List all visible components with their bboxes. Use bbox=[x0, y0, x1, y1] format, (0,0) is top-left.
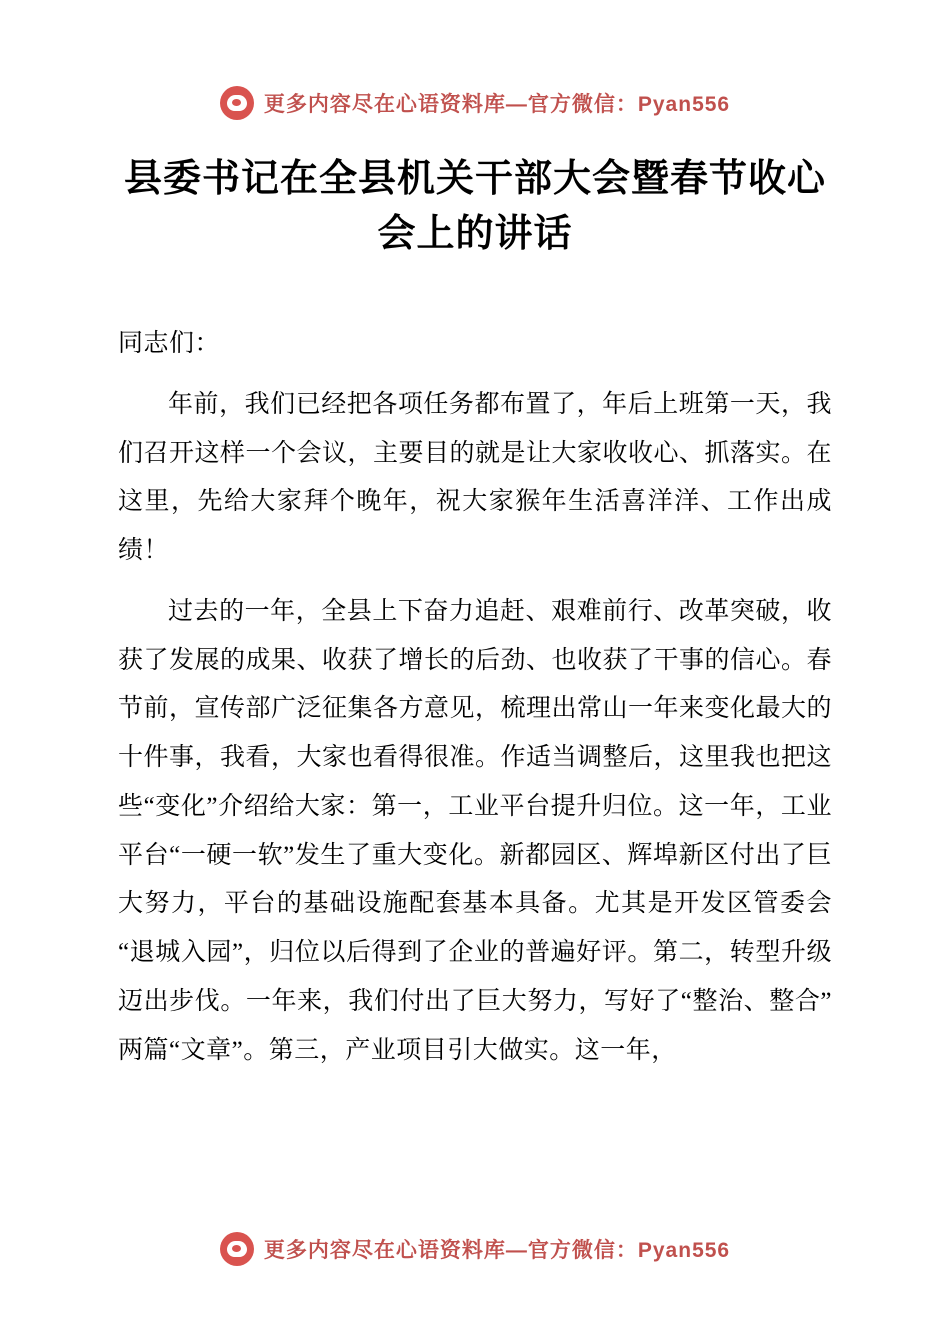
watermark-top-text: 更多内容尽在心语资料库—官方微信：Pyan556 bbox=[263, 93, 731, 116]
watermark-bottom bbox=[0, 1232, 950, 1266]
watermark-top bbox=[0, 86, 950, 120]
teacup-logo-icon bbox=[220, 1232, 254, 1266]
paragraph-1: 年前，我们已经把各项任务都布置了，年后上班第一天，我们召开这样一个会议，主要目的就是让大家收收心、抓落实。在这里，先给大家拜个晚年，祝大家猴年生活喜洋洋、工作出成绩！ bbox=[118, 390, 833, 565]
paragraph-salutation: 同志们： bbox=[118, 330, 221, 358]
page-title: 县委书记在全县机关干部大会暨春节收心会上的讲话 bbox=[123, 158, 826, 256]
teacup-logo-icon bbox=[220, 86, 254, 120]
paragraph-2: 过去的一年，全县上下奋力追赶、艰难前行、改革突破，收获了发展的成果、收获了增长的后劲、也收获了干事的信心。春节前，宣传部广泛征集各方意见，梳理出常山一年来变化最大的十件事，我看，大家也看得很准。作适当调整后，这里我也把这些“变化”介绍给大家：第一，工业平台提升归位。这一年，工业平台“一硬一软”发生了重大变化。新都园区、辉埠新区付出了巨大努力，平台的基础设施配套基本具备。尤其是开发区管委会“退城入园”，归位以后得到了企业的普遍好评。第二，转型升级迈出步伐。一年来，我们付出了巨大努力，写好了“整治、整合”两篇“文章”。第三，产业项目引大做实。这一年， bbox=[118, 597, 833, 1064]
watermark-bottom-text: 更多内容尽在心语资料库—官方微信：Pyan556 bbox=[263, 1239, 731, 1262]
document-body bbox=[118, 320, 832, 1075]
